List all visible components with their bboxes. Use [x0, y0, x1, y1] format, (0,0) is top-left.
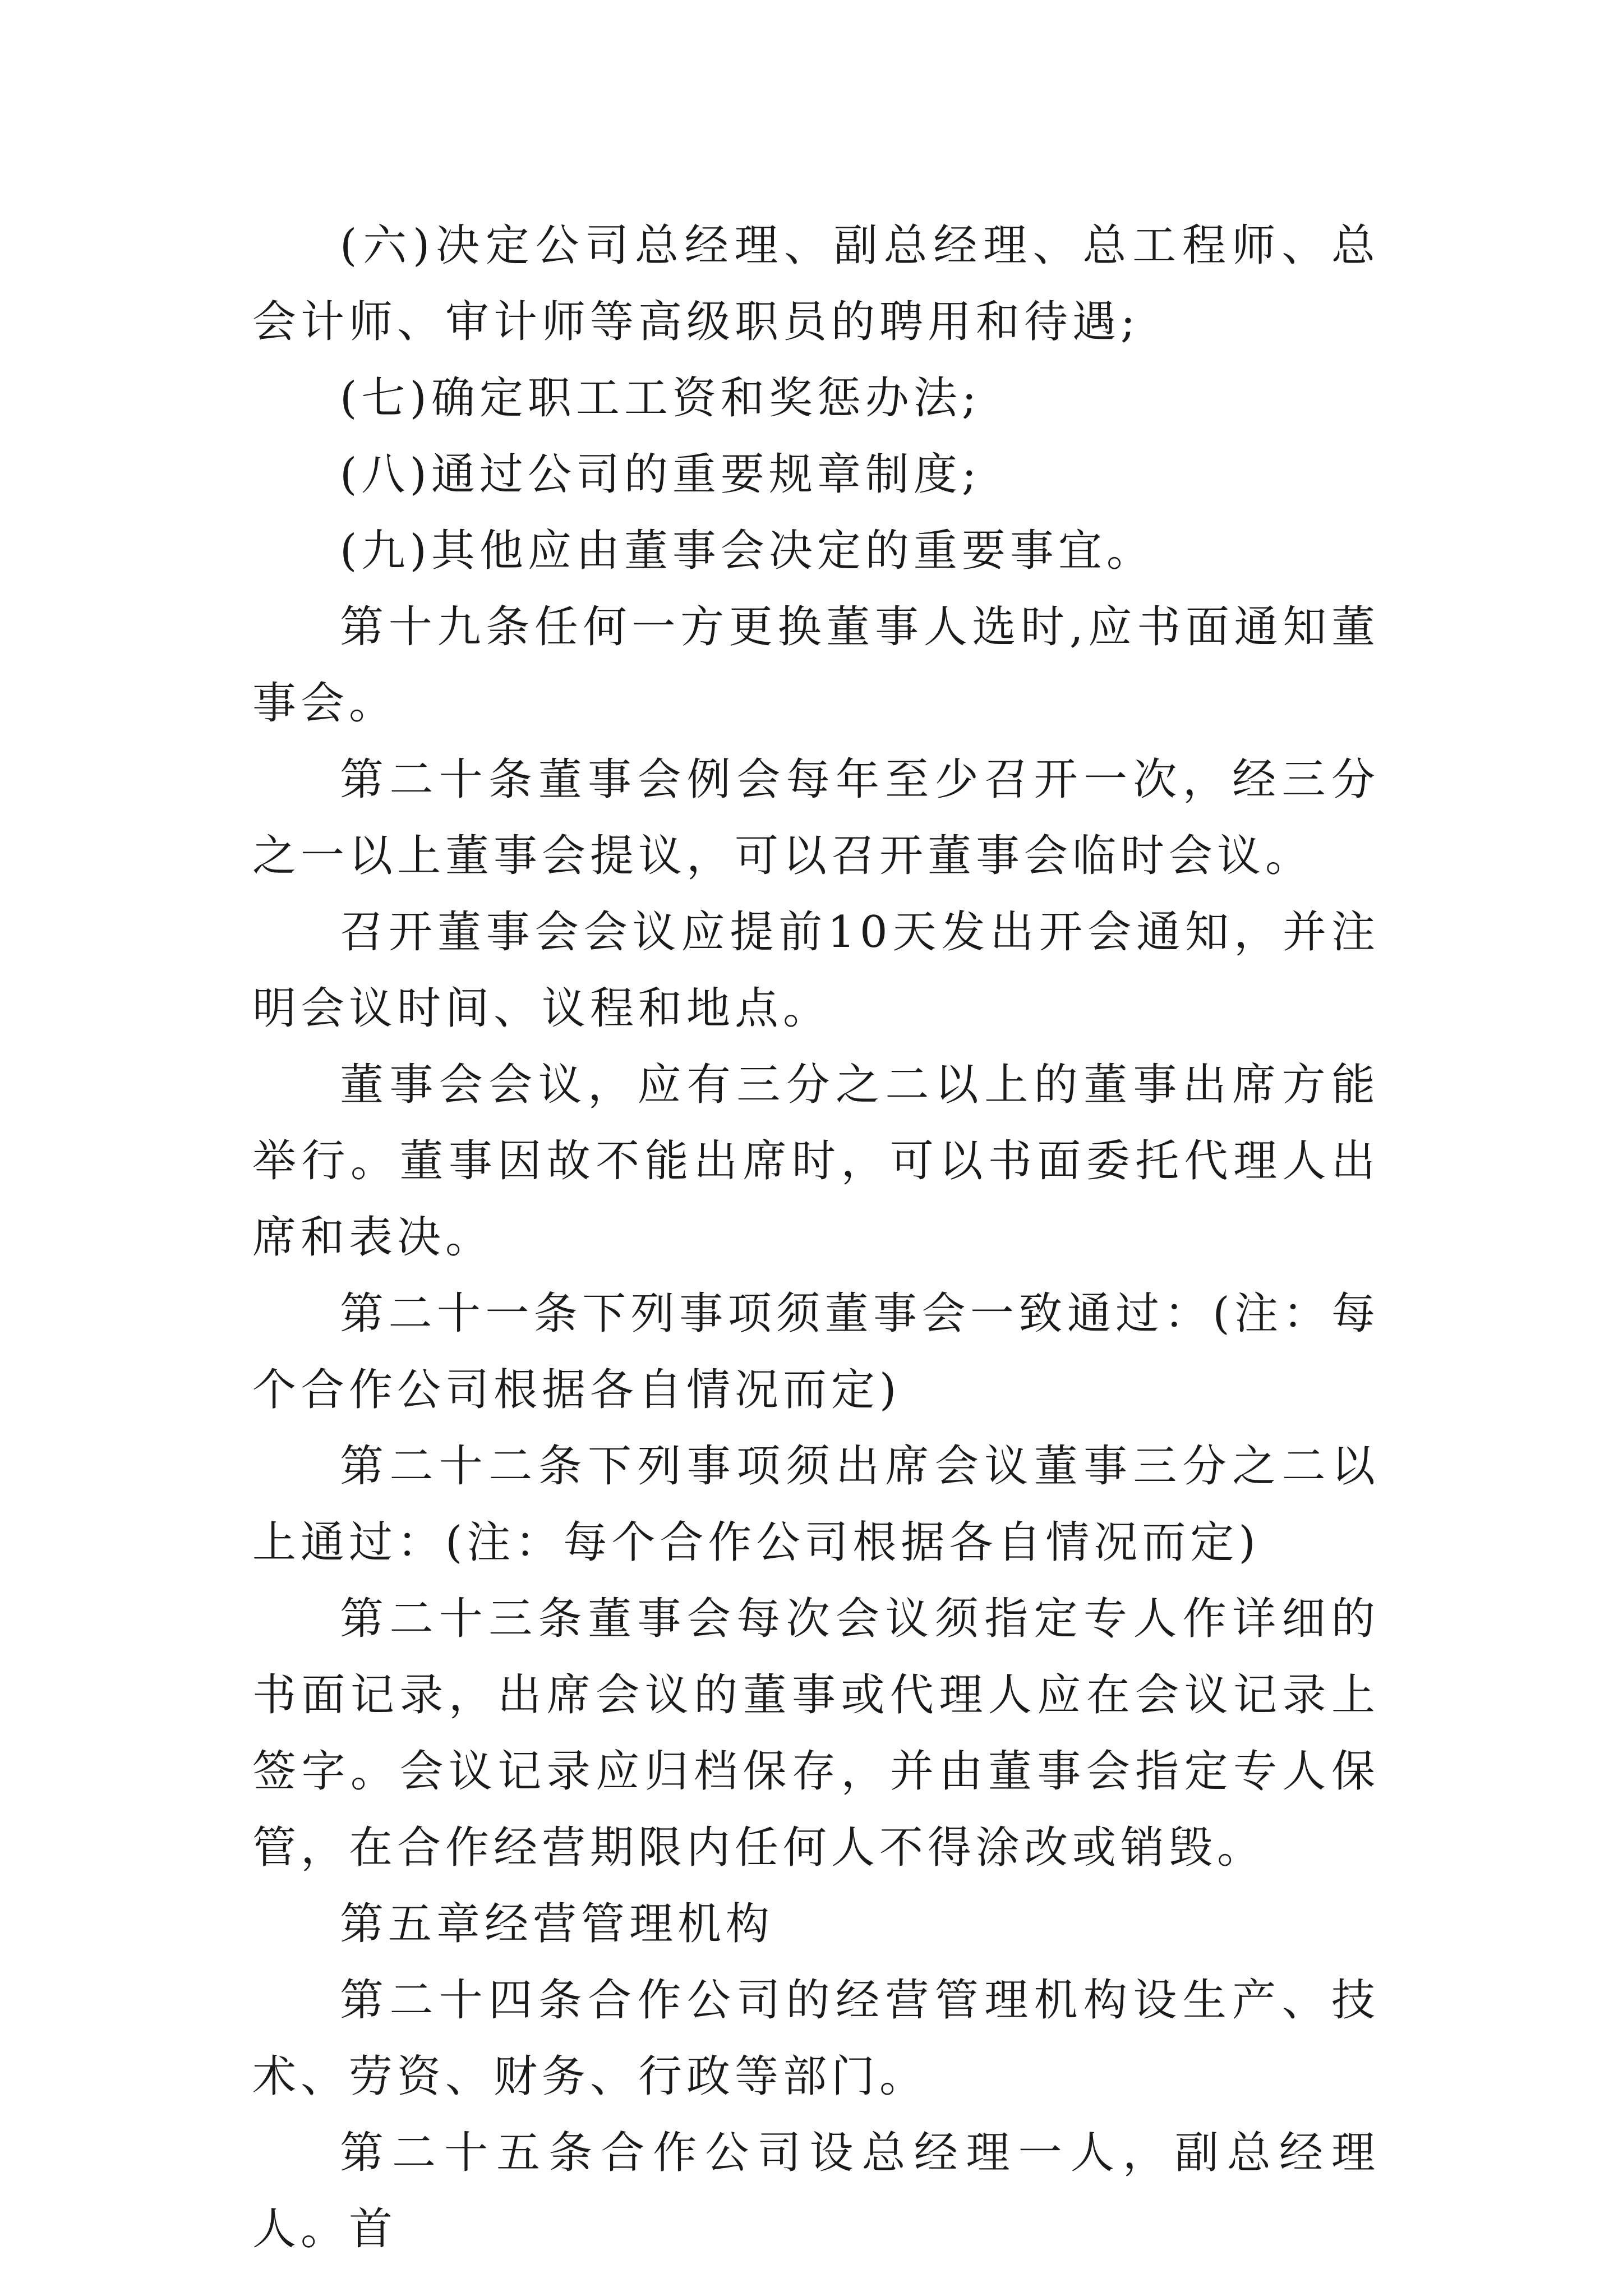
article-20: 第二十条董事会例会每年至少召开一次，经三分之一以上董事会提议，可以召开董事会临时会议。 [252, 754, 1380, 881]
article-22: 第二十二条下列事项须出席会议董事三分之二以上通过：(注：每个合作公司根据各自情况而定) [252, 1441, 1380, 1568]
quorum-paragraph: 董事会会议，应有三分之二以上的董事出席方能举行。董事因故不能出席时，可以书面委托代理人出席和表决。 [252, 1060, 1380, 1263]
article-21: 第二十一条下列事项须董事会一致通过：(注：每个合作公司根据各自情况而定) [252, 1289, 1380, 1415]
article-24: 第二十四条合作公司的经营管理机构设生产、技术、劳资、财务、行政等部门。 [252, 1975, 1380, 2102]
paragraph-item-7: (七)确定职工工资和奖惩办法; [340, 373, 981, 424]
article-23: 第二十三条董事会每次会议须指定专人作详细的书面记录，出席会议的董事或代理人应在会议记录上签字。会议记录应归档保存，并由董事会指定专人保管，在合作经营期限内任何人不得涂改或销毁。 [252, 1594, 1380, 1873]
article-19: 第十九条任何一方更换董事人选时,应书面通知董事会。 [252, 602, 1380, 729]
article-25: 第二十五条合作公司设总经理一人，副总经理 人。首 [252, 2128, 1380, 2254]
meeting-notice-paragraph: 召开董事会会议应提前10天发出开会通知，并注明会议时间、议程和地点。 [252, 907, 1380, 1034]
paragraph-item-9: (九)其他应由董事会决定的重要事宜。 [340, 526, 1155, 576]
chapter-5-heading: 第五章经营管理机构 [340, 1899, 774, 1949]
paragraph-item-6: (六)决定公司总经理、副总经理、总工程师、总会计师、审计师等高级职员的聘用和待遇; [252, 220, 1380, 347]
paragraph-item-8: (八)通过公司的重要规章制度; [340, 449, 981, 500]
document-body [252, 208, 1380, 2267]
